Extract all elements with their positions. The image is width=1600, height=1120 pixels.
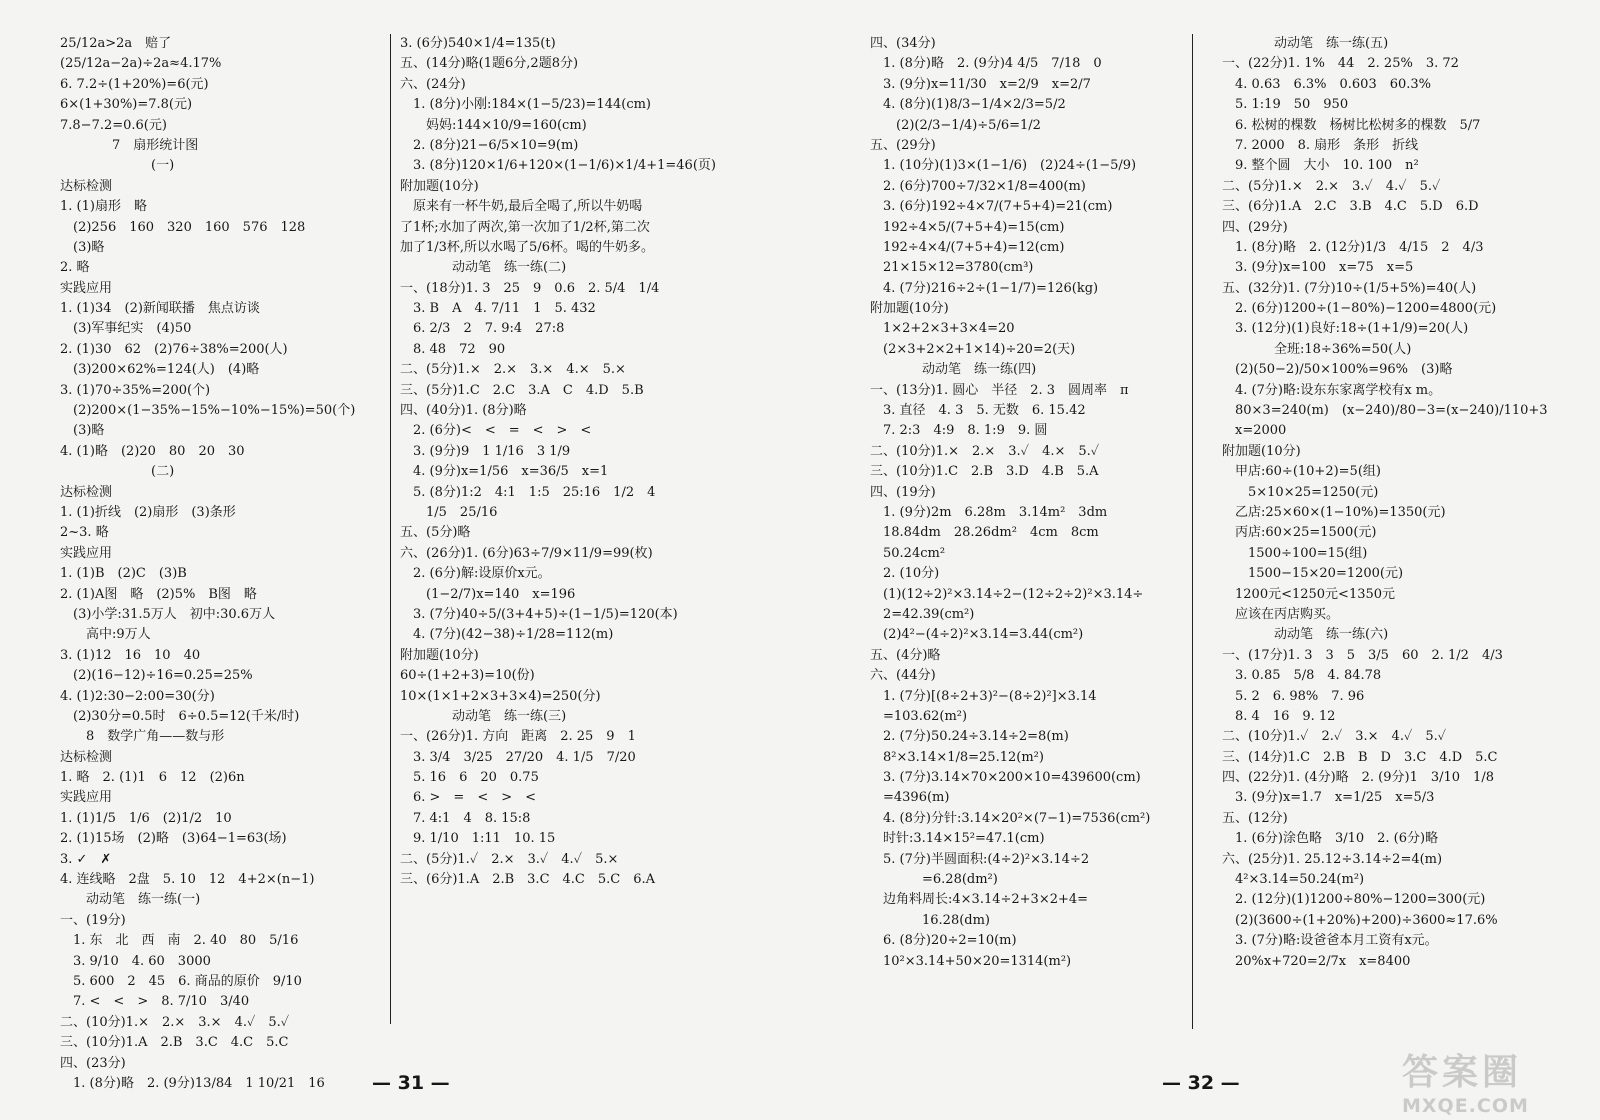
answer-line: 8. 4 16 9. 12 (1222, 708, 1336, 724)
answer-line: 2. 略 (60, 260, 90, 276)
answer-line: 3. (7分)3.14×70×200×10=439600(cm) (870, 770, 1141, 786)
answer-line: 1. (7分)[(8÷2+3)²−(8÷2)²]×3.14 (870, 688, 1097, 704)
answer-line: =6.28(dm²) (870, 872, 998, 888)
answer-line: 4. (7分)略:设东东家离学校有x m。 (1222, 382, 1442, 398)
answer-line: 8. 48 72 90 (400, 341, 506, 357)
right-page-column-2 (1222, 34, 1562, 972)
answer-line: 五、(29分) (870, 137, 936, 153)
answer-line: 3. (8分)120×1/6+120×(1−1/6)×1/4+1=46(页) (400, 158, 716, 174)
answer-line: 1. (1)B (2)C (3)B (60, 566, 187, 582)
answer-line: 6. 2/3 2 7. 9:4 27:8 (400, 321, 565, 337)
answer-line: 1×2+2×3+3×4=20 (870, 321, 1015, 337)
answer-line: 1. (8分)略 2. (9分)4 4/5 7/18 0 (870, 56, 1102, 72)
answer-line: 附加题(10分) (870, 301, 949, 317)
answer-line: 高中:9万人 (60, 627, 151, 643)
answer-line: 动动笔 练一练(三) (400, 708, 567, 724)
answer-line: 80×3=240(m) (x−240)/80−3=(x−240)/110+3 (1222, 403, 1548, 419)
answer-line: 2. (6分)< < = < > < (400, 423, 592, 439)
answer-line: =103.62(m²) (870, 708, 968, 724)
answer-line: 达标检测 (60, 178, 113, 194)
answer-line: 五、(12分) (1222, 810, 1288, 826)
answer-line: 192÷4×5/(7+5+4)=15(cm) (870, 219, 1065, 235)
answer-line: 5. 16 6 20 0.75 (400, 770, 539, 786)
answer-line: x=2000 (1222, 423, 1287, 439)
answer-line: 16.28(dm) (870, 912, 991, 928)
watermark-url: MXQE.COM (1402, 1095, 1529, 1117)
answer-line: 原来有一杯牛奶,最后全喝了,所以牛奶喝 (400, 199, 643, 215)
answer-line: 5. 1:19 50 950 (1222, 97, 1349, 113)
answer-line: 实践应用 (60, 280, 113, 296)
answer-line: 4. (7分)(42−38)÷1/28=112(m) (400, 627, 614, 643)
answer-line: (2×3+2×2+1×14)÷20=2(天) (870, 341, 1076, 357)
answer-line: 8 数学广角——数与形 (60, 729, 225, 745)
answer-line: 8²×3.14×1/8=25.12(m²) (870, 749, 1044, 765)
answer-line: 四、(23分) (60, 1055, 126, 1071)
answer-line: 动动笔 练一练(二) (400, 260, 567, 276)
answer-line: 5. 2 6. 98% 7. 96 (1222, 688, 1365, 704)
answer-line: 达标检测 (60, 749, 113, 765)
answer-line: 3. 直径 4. 3 5. 无数 6. 15.42 (870, 403, 1086, 419)
answer-line: 六、(25分)1. 25.12÷3.14÷2=4(m) (1222, 851, 1443, 867)
answer-line: 应该在丙店购买。 (1222, 606, 1340, 622)
answer-line: (一) (60, 158, 175, 174)
answer-line: 50.24cm² (870, 545, 946, 561)
answer-line: 了1杯;水加了两次,第一次加了1/2杯,第二次 (400, 219, 650, 235)
answer-line: 20%x+720=2/7x x=8400 (1222, 953, 1411, 969)
column-divider (390, 34, 391, 1024)
answer-line: 3. ✓ ✗ (60, 851, 112, 867)
answer-line: 五、(5分)略 (400, 525, 471, 541)
answer-line: (3)军事纪实 (4)50 (60, 321, 192, 337)
answer-line: 二、(10分)1.× 2.× 3.✓ 4.× 5.✓ (870, 443, 1100, 459)
answer-line: 2. (1)A图 略 (2)5% B图 略 (60, 586, 257, 602)
answer-line: 5×10×25=1250(元) (1222, 484, 1379, 500)
answer-line: 四、(22分)1. (4分)略 2. (9分)1 3/10 1/8 (1222, 770, 1494, 786)
answer-line: 3. (1)12 16 10 40 (60, 647, 201, 663)
answer-line: 60÷(1+2+3)=10(份) (400, 668, 535, 684)
answer-line: 动动笔 练一练(六) (1222, 627, 1389, 643)
answer-line: 2=42.39(cm²) (870, 606, 975, 622)
answer-line: 一、(19分) (60, 912, 126, 928)
answer-line: 六、(26分)1. (6分)63÷7/9×11/9=99(枚) (400, 545, 653, 561)
answer-line: 一、(22分)1. 1% 44 2. 25% 3. 72 (1222, 56, 1459, 72)
answer-line: 4. (8分)(1)8/3−1/4×2/3=5/2 (870, 97, 1066, 113)
answer-line: 2. (8分)21−6/5×10=9(m) (400, 137, 579, 153)
answer-line: 4. (9分)x=1/56 x=36/5 x=1 (400, 464, 609, 480)
answer-line: 实践应用 (60, 790, 113, 806)
answer-line: 4. (8分)分针:3.14×20²×(7−1)=7536(cm²) (870, 810, 1151, 826)
answer-line: 动动笔 练一练(四) (870, 362, 1037, 378)
answer-line: 时针:3.14×15²=47.1(cm) (870, 831, 1045, 847)
answer-line: (1)(12÷2)²×3.14÷2−(12÷2÷2)²×3.14÷ (870, 586, 1144, 602)
answer-line: 丙店:60×25=1500(元) (1222, 525, 1377, 541)
answer-line: 4. (1)2:30−2:00=30(分) (60, 688, 215, 704)
answer-line: 1. (8分)略 2. (9分)13/84 1 10/21 16 (60, 1075, 325, 1091)
answer-line: 1200元<1250元<1350元 (1222, 586, 1396, 602)
answer-line: 7.8−7.2=0.6(元) (60, 117, 167, 133)
answer-line: 附加题(10分) (400, 178, 479, 194)
answer-line: 达标检测 (60, 484, 113, 500)
answer-line: 三、(6分)1.A 2.B 3.C 4.C 5.C 6.A (400, 872, 656, 888)
answer-line: 三、(10分)1.A 2.B 3.C 4.C 5.C (60, 1035, 289, 1051)
answer-line: 7. 2:3 4:9 8. 1:9 9. 圆 (870, 423, 1048, 439)
answer-line: 9. 整个圆 大小 10. 100 n² (1222, 158, 1419, 174)
answer-line: 1500÷100=15(组) (1222, 545, 1368, 561)
answer-line: 2. (12分)(1)1200÷80%−1200=300(元) (1222, 892, 1486, 908)
answer-line: 二、(10分)1.✓ 2.✓ 3.× 4.✓ 5.✓ (1222, 729, 1447, 745)
answer-line: 5. 600 2 45 6. 商品的原价 9/10 (60, 973, 302, 989)
watermark-logo: 答案圈 (1402, 1052, 1523, 1093)
answer-line: 5. (7分)半圆面积:(4÷2)²×3.14÷2 (870, 851, 1090, 867)
answer-line: 六、(24分) (400, 76, 466, 92)
answer-line: 3. (9分)x=11/30 x=2/9 x=2/7 (870, 76, 1091, 92)
answer-line: 1. (1)扇形 略 (60, 199, 147, 215)
answer-line: 3. (9分)x=100 x=75 x=5 (1222, 260, 1414, 276)
answer-line: 3. (9分)9 1 1/16 3 1/9 (400, 443, 571, 459)
answer-line: 192÷4×4/(7+5+4)=12(cm) (870, 239, 1065, 255)
answer-line: 加了1/3杯,所以水喝了5/6杯。喝的牛奶多。 (400, 239, 654, 255)
answer-line: 7. 4:1 4 8. 15:8 (400, 810, 531, 826)
answer-line: 6×(1+30%)=7.8(元) (60, 97, 193, 113)
answer-line: 4. 0.63 6.3% 0.603 60.3% (1222, 76, 1432, 92)
answer-line: 四、(34分) (870, 36, 936, 51)
answer-line: 六、(44分) (870, 668, 936, 684)
answer-line: (2)4²−(4÷2)²×3.14=3.44(cm²) (870, 627, 1084, 643)
answer-line: 3. 0.85 5/8 4. 84.78 (1222, 668, 1382, 684)
answer-line: 3. (12分)(1)良好:18÷(1+1/9)=20(人) (1222, 321, 1469, 337)
answer-line: 3. B A 4. 7/11 1 5. 432 (400, 301, 596, 317)
answer-line: 全班:18÷36%=50(人) (1222, 341, 1412, 357)
answer-line: 附加题(10分) (400, 647, 479, 663)
answer-line: 3. (6分)192÷4×7/(7+5+4)=21(cm) (870, 199, 1113, 215)
answer-line: 6. 7.2÷(1+20%)=6(元) (60, 76, 209, 92)
answer-line: 三、(14分)1.C 2.B B D 3.C 4.D 5.C (1222, 749, 1498, 765)
answer-line: 25/12a>2a 赔了 (60, 36, 172, 51)
answer-line: 1. (1)1/5 1/6 (2)1/2 10 (60, 810, 232, 826)
answer-line: 1. 略 2. (1)1 6 12 (2)6n (60, 770, 245, 786)
answer-line: (2)(2/3−1/4)÷5/6=1/2 (870, 117, 1041, 133)
watermark (1402, 1044, 1572, 1117)
answer-line: 21×15×12=3780(cm³) (870, 260, 1034, 276)
answer-line: 3. (9分)x=1.7 x=1/25 x=5/3 (1222, 790, 1435, 806)
answer-line: (2)(3600÷(1+20%)+200)÷3600≈17.6% (1222, 912, 1498, 928)
answer-line: 4²×3.14=50.24(m²) (1222, 872, 1365, 888)
answer-line: 四、(29分) (1222, 219, 1288, 235)
answer-line: 2. (1)15场 (2)略 (3)64−1=63(场) (60, 831, 287, 847)
answer-line: 5. (8分)1:2 4:1 1:5 25:16 1/2 4 (400, 484, 656, 500)
right-page-column-1 (870, 34, 1220, 972)
answer-line: 五、(32分)1. (7分)10÷(1/5+5%)=40(人) (1222, 280, 1477, 296)
answer-line: 6. > = < > < (400, 790, 536, 806)
answer-line: 6. 松树的棵数 杨树比松树多的棵数 5/7 (1222, 117, 1481, 133)
answer-line: (2)256 160 320 160 576 128 (60, 219, 306, 235)
answer-line: 1. 东 北 西 南 2. 40 80 5/16 (60, 933, 299, 949)
answer-line: (3)略 (60, 423, 105, 439)
answer-line: 7. < < > 8. 7/10 3/40 (60, 994, 250, 1010)
answer-line: (3)略 (60, 239, 105, 255)
answer-line: 一、(26分)1. 方向 距离 2. 25 9 1 (400, 729, 636, 745)
answer-line: 一、(18分)1. 3 25 9 0.6 2. 5/4 1/4 (400, 280, 660, 296)
answer-line: 二、(5分)1.× 2.× 3.× 4.× 5.× (400, 362, 626, 378)
answer-line: 10×(1×1+2×3+3×4)=250(分) (400, 688, 601, 704)
answer-line: 1. (9分)2m 6.28m 3.14m² 3dm (870, 504, 1108, 520)
answer-line: (2)200×(1−35%−15%−10%−15%)=50(个) (60, 403, 356, 419)
answer-line: 边角料周长:4×3.14÷2+3×2+4= (870, 892, 1089, 908)
answer-line: 1. (8分)小刚:184×(1−5/23)=144(cm) (400, 97, 651, 113)
answer-line: 甲店:60÷(10+2)=5(组) (1222, 464, 1381, 480)
left-page-column-2 (400, 34, 840, 890)
answer-line: (2)(50−2)/50×100%=96% (3)略 (1222, 362, 1453, 378)
answer-line: 4. 连线略 2盘 5. 10 12 4+2×(n−1) (60, 872, 315, 888)
page-number-right: — 32 — (1162, 1072, 1240, 1094)
answer-line: 乙店:25×60×(1−10%)=1350(元) (1222, 504, 1446, 520)
answer-line: 动动笔 练一练(五) (1222, 36, 1389, 51)
answer-line: 7. 2000 8. 扇形 条形 折线 (1222, 137, 1419, 153)
answer-line: (25/12a−2a)÷2a≈4.17% (60, 56, 222, 72)
left-page-column-1 (60, 34, 385, 1094)
answer-line: 三、(5分)1.C 2.C 3.A C 4.D 5.B (400, 382, 644, 398)
answer-line: 3. (7分)略:设爸爸本月工资有x元。 (1222, 933, 1438, 949)
answer-line: 1. (10分)(1)3×(1−1/6) (2)24÷(1−5/9) (870, 158, 1137, 174)
column-divider (1192, 34, 1193, 1029)
answer-line: 2. (7分)50.24÷3.14÷2=8(m) (870, 729, 1069, 745)
page-number-left: — 31 — (372, 1072, 450, 1094)
answer-line: 动动笔 练一练(一) (60, 892, 201, 908)
answer-line: 2. (1)30 62 (2)76÷38%=200(人) (60, 341, 288, 357)
answer-line: 三、(6分)1.A 2.C 3.B 4.C 5.D 6.D (1222, 199, 1479, 215)
answer-line: 1500−15×20=1200(元) (1222, 566, 1404, 582)
answer-line: 二、(10分)1.× 2.× 3.× 4.✓ 5.✓ (60, 1014, 290, 1030)
answer-line: 附加题(10分) (1222, 443, 1301, 459)
answer-line: 1. (6分)涂色略 3/10 2. (6分)略 (1222, 831, 1439, 847)
answer-line: 4. (1)略 (2)20 80 20 30 (60, 443, 245, 459)
answer-line: 2. (10分) (870, 566, 940, 582)
answer-line: 四、(19分) (870, 484, 936, 500)
answer-line: 7 扇形统计图 (60, 137, 199, 153)
answer-line: 3. (6分)540×1/4=135(t) (400, 36, 556, 51)
answer-line: 9. 1/10 1:11 10. 15 (400, 831, 556, 847)
answer-line: 二、(5分)1.✓ 2.× 3.✓ 4.✓ 5.× (400, 851, 619, 867)
answer-line: 3. 3/4 3/25 27/20 4. 1/5 7/20 (400, 749, 636, 765)
answer-line: 一、(13分)1. 圆心 半径 2. 3 圆周率 π (870, 382, 1129, 398)
answer-line: 1. (1)34 (2)新闻联播 焦点访谈 (60, 301, 260, 317)
answer-line: (3)小学:31.5万人 初中:30.6万人 (60, 606, 276, 622)
answer-line: (2)(16−12)÷16=0.25=25% (60, 668, 253, 684)
answer-line: 五、(4分)略 (870, 647, 941, 663)
answer-line: 18.84dm 28.26dm² 4cm 8cm (870, 525, 1099, 541)
answer-line: (3)200×62%=124(人) (4)略 (60, 362, 260, 378)
answer-line: 4. (7分)216÷2÷(1−1/7)=126(kg) (870, 280, 1099, 296)
answer-line: =4396(m) (870, 790, 950, 806)
answer-line: 2. (6分)700÷7/32×1/8=400(m) (870, 178, 1086, 194)
answer-line: 2. (6分)1200÷(1−80%)−1200=4800(元) (1222, 301, 1497, 317)
answer-line: 2. (6分)解:设原价x元。 (400, 566, 551, 582)
answer-line: 3. 9/10 4. 60 3000 (60, 953, 211, 969)
answer-line: 6. (8分)20÷2=10(m) (870, 933, 1017, 949)
answer-line: 四、(40分)1. (8分)略 (400, 403, 527, 419)
answer-line: (2)30分=0.5时 6÷0.5=12(千米/时) (60, 708, 300, 724)
answer-line: 二、(5分)1.× 2.× 3.✓ 4.✓ 5.✓ (1222, 178, 1441, 194)
answer-line: 妈妈:144×10/9=160(cm) (400, 117, 587, 133)
answer-line: 1. (8分)略 2. (12分)1/3 4/15 2 4/3 (1222, 239, 1484, 255)
answer-line: 五、(14分)略(1题6分,2题8分) (400, 56, 579, 72)
answer-line: (二) (60, 464, 175, 480)
answer-line: 1. (1)折线 (2)扇形 (3)条形 (60, 504, 236, 520)
answer-line: (1−2/7)x=140 x=196 (400, 586, 576, 602)
answer-line: 实践应用 (60, 545, 113, 561)
answer-line: 1/5 25/16 (400, 504, 498, 520)
answer-line: 一、(17分)1. 3 3 5 3/5 60 2. 1/2 4/3 (1222, 647, 1503, 663)
answer-line: 3. (7分)40÷5/(3+4+5)÷(1−1/5)=120(本) (400, 606, 678, 622)
answer-line: 三、(10分)1.C 2.B 3.D 4.B 5.A (870, 464, 1099, 480)
answer-line: 3. (1)70÷35%=200(个) (60, 382, 211, 398)
answer-line: 10²×3.14+50×20=1314(m²) (870, 953, 1072, 969)
answer-line: 2~3. 略 (60, 525, 109, 541)
